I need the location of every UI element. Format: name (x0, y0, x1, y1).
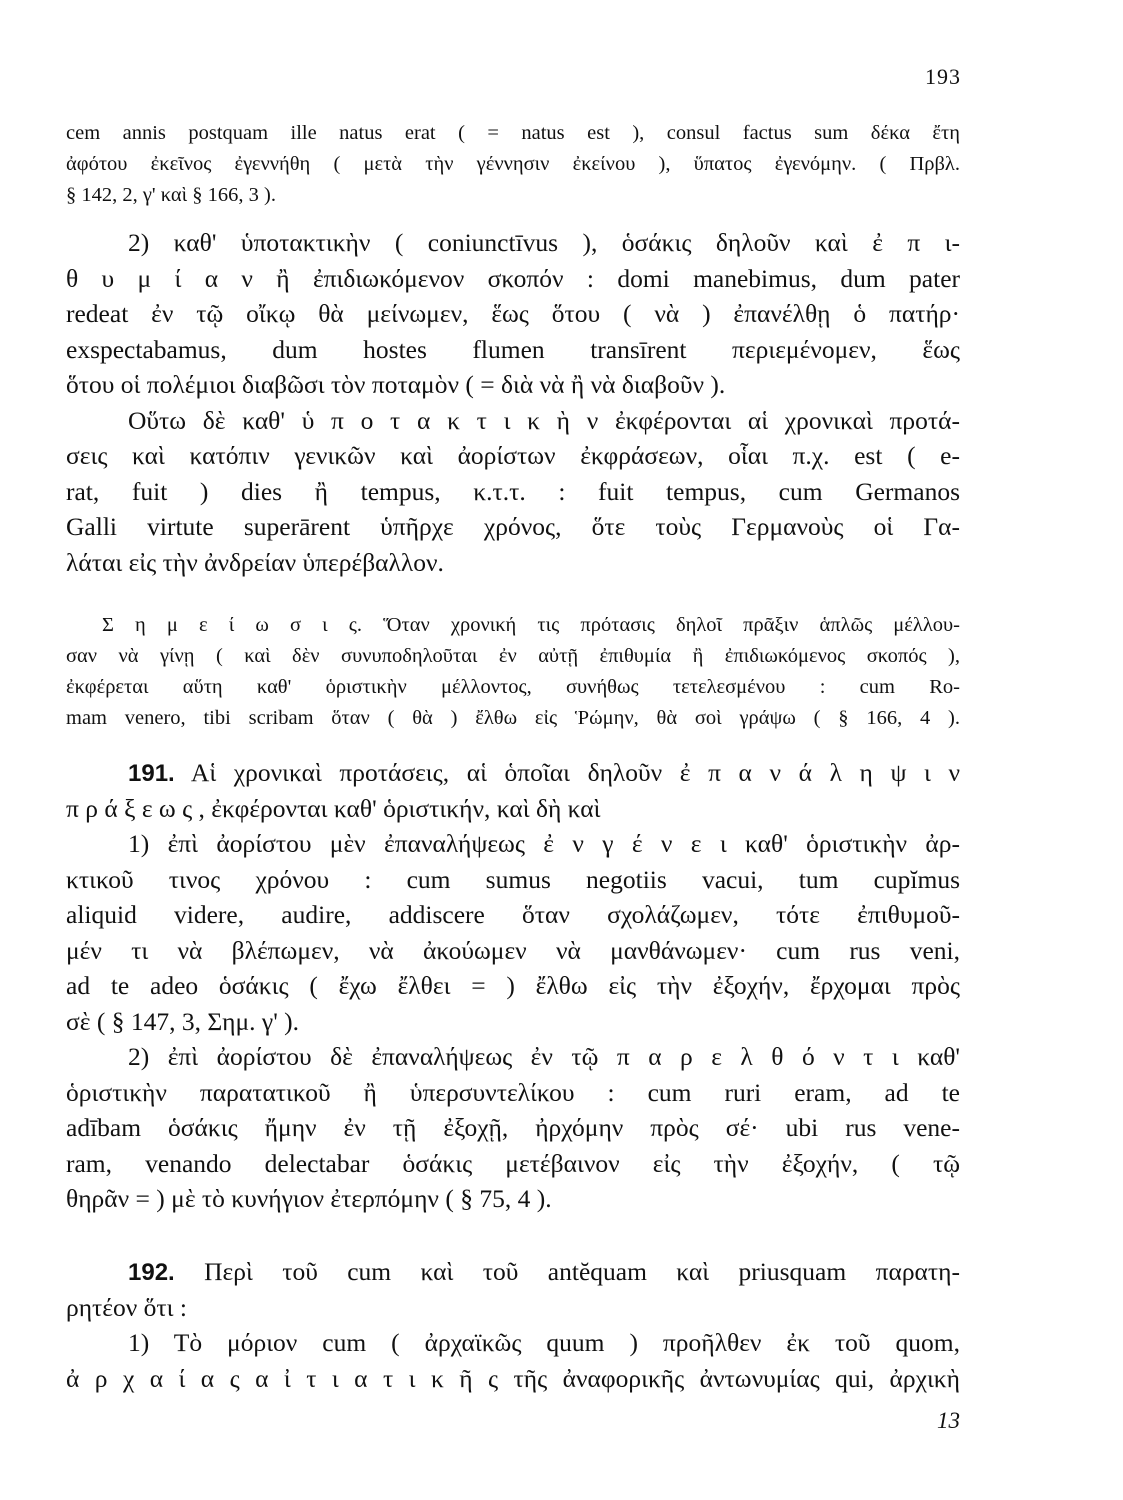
text-line: σεις καὶ κατόπιν γενικῶν καὶ ἀορίστων ἐκφράσεων, οἷαι π.χ. est ( e- (66, 441, 960, 470)
section-192 (66, 1254, 960, 1396)
text-line: π ρ ά ξ ε ω ς , ἐκφέρονται καθ' ὁριστικήν, καὶ δὴ καὶ (66, 793, 601, 823)
text-line: 1) Τὸ μόριον cum ( ἀρχαϊκῶς quum ) προῆλθεν ἐκ τοῦ quom, (128, 1328, 960, 1357)
text-line: exspectabamus, dum hostes flumen transīrent περιεμένομεν, ἕως (66, 334, 960, 364)
text-line: ρητέον ὅτι : (66, 1292, 187, 1322)
text-line: ὁριστικὴν παρατατικοῦ ἢ ὑπερσυντελίκου : cum ruri eram, ad te (66, 1077, 960, 1107)
text-line: ram, venando delectabar ὁσάκις μετέβαινον εἰς τὴν ἐξοχήν, ( τῷ (66, 1148, 960, 1178)
text-line: Οὕτω δὲ καθ' ὑ π ο τ α κ τ ι κ ὴ ν ἐκφέρονται αἱ χρονικαὶ προτά- (128, 405, 960, 435)
text-line: κτικοῦ τινος χρόνου : cum sumus negotiis vacui, tum cupĭmus (66, 864, 960, 894)
signature-mark: 13 (937, 1408, 960, 1433)
text-line: § 142, 2, γ' καὶ § 166, 3 ). (66, 184, 276, 206)
text-line: Galli virtute superārent ὑπῆρχε χρόνος, ὅτε τοὺς Γερμανοὺς οἱ Γα- (66, 512, 960, 541)
text-line: Σ η μ ε ί ω σ ι ς. Ὅταν χρονική τις πρότασις δηλοῖ πρᾶξιν ἁπλῶς μέλλου- (102, 614, 960, 636)
text-line: ad te adeo ὁσάκις ( ἔχω ἔλθει = ) ἔλθω εἰς τὴν ἐξοχήν, ἔρχομαι πρὸς (66, 971, 960, 1000)
text-line: 192. Περὶ τοῦ cum καὶ τοῦ antĕquam καὶ priusquam παρατη- (128, 1257, 960, 1286)
text-line: redeat ἐν τῷ οἴκῳ θὰ μείνωμεν, ἕως ὅτου ( νὰ ) ἐπανέλθῃ ὁ πατήρ· (66, 299, 960, 328)
text-line: ἀφότου ἐκεῖνος ἐγεννήθη ( μετὰ τὴν γέννησιν ἐκείνου ), ὕπατος ἐγενόμην. ( Πρβλ. (66, 153, 960, 175)
text-line: 1) ἐπὶ ἀορίστου μὲν ἐπαναλήψεως ἐ ν γ έ ν ε ι καθ' ὁριστικὴν ἀρ- (128, 829, 960, 858)
text-line: ὅτου οἱ πολέμιοι διαβῶσι τὸν ποταμὸν ( = διὰ νὰ ἢ νὰ διαβοῦν ). (66, 370, 726, 399)
page-number: 193 (925, 64, 961, 89)
text-line: cem annis postquam ille natus erat ( = natus est ), consul factus sum δέκα ἔτη (66, 122, 960, 144)
text-line: 2) καθ' ὑποτακτικὴν ( coniunctīvus ), ὁσάκις δηλοῦν καὶ ἐ π ι- (128, 228, 960, 257)
text-line: 191. Αἱ χρονικαὶ προτάσεις, αἱ ὁποῖαι δηλοῦν ἐ π α ν ά λ η ψ ι ν (128, 758, 960, 787)
text-line: ἀ ρ χ α ί α ς α ἰ τ ι α τ ι κ ῆ ς τῆς ἀναφορικῆς ἀντωνυμίας qui, ἀρχικὴ (66, 1363, 960, 1393)
paragraph-continuation (66, 118, 960, 211)
text-line: θ υ μ ί α ν ἢ ἐπιδιωκόμενον σκοπόν : domi manebimus, dum pater (66, 263, 960, 293)
text-line: adībam ὁσάκις ἤμην ἐν τῇ ἐξοχῇ, ἠρχόμην πρὸς σέ· ubi rus vene- (66, 1113, 960, 1142)
text-line: σαν νὰ γίνῃ ( καὶ δὲν συνυποδηλοῦται ἐν αὐτῇ ἐπιθυμία ἢ ἐπιδιωκόμενος σκοπός ), (66, 645, 960, 667)
text-line: 2) ἐπὶ ἀορίστου δὲ ἐπαναλήψεως ἐν τῷ π α ρ ε λ θ ό ν τ ι καθ' (128, 1042, 960, 1071)
subjunctive-paragraph (66, 225, 960, 580)
text-line: mam venero, tibi scribam ὅταν ( θὰ ) ἔλθω εἰς Ῥώμην, θὰ σοὶ γράψω ( § 166, 4 ). (66, 707, 960, 729)
text-line: λάται εἰς τὴν ἀνδρείαν ὑπερέβαλλον. (66, 547, 444, 577)
text-line: σὲ ( § 147, 3, Σημ. γ' ). (66, 1006, 300, 1036)
note-paragraph (66, 610, 960, 734)
section-number: 191. (128, 760, 175, 787)
section-191 (66, 755, 960, 1217)
text-line: aliquid videre, audire, addiscere ὅταν σχολάζωμεν, τότε ἐπιθυμοῦ- (66, 900, 960, 929)
text-line: θηρᾶν = ) μὲ τὸ κυνήγιον ἐτερπόμην ( § 75, 4 ). (66, 1184, 552, 1213)
section-number: 192. (128, 1259, 175, 1286)
text-line: ἐκφέρεται αὕτη καθ' ὁριστικὴν μέλλοντος, συνήθως τετελεσμένου : cum Ro- (66, 676, 960, 698)
text-line: rat, fuit ) dies ἢ tempus, κ.τ.τ. : fuit tempus, cum Germanos (66, 476, 960, 506)
text-line: μέν τι νὰ βλέπωμεν, νὰ ἀκούωμεν νὰ μανθάνωμεν· cum rus veni, (66, 935, 960, 965)
